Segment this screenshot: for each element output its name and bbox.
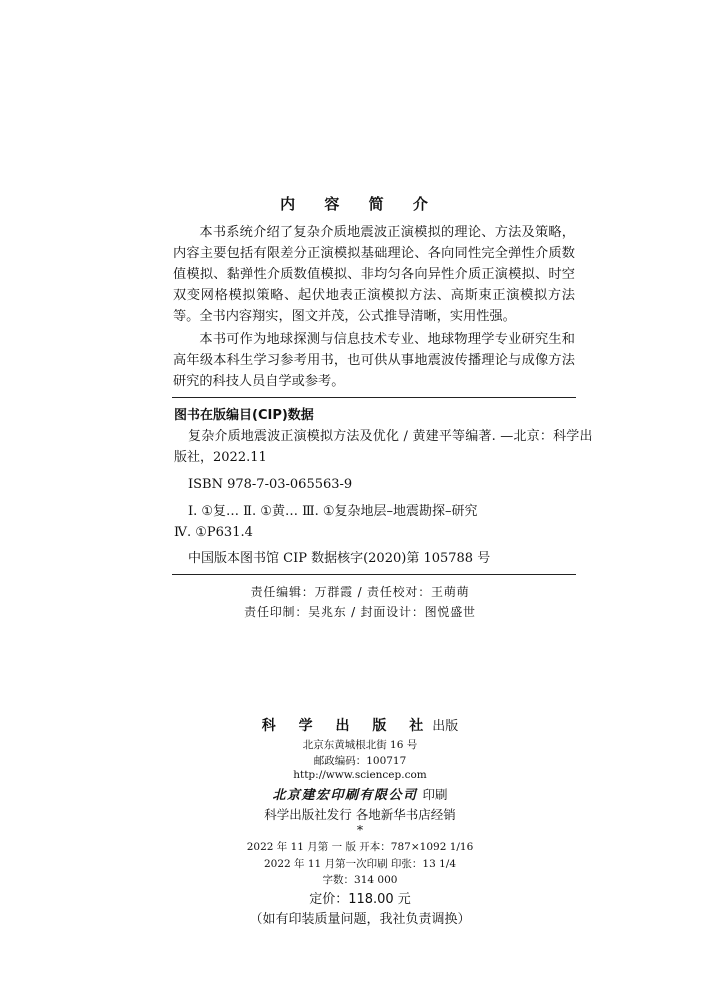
summary-paragraph-1: 本书系统介绍了复杂介质地震波正演模拟的理论、方法及策略，内容主要包括有限差分正演模拟基础理论、各向同性完全弹性介质数值模拟、黏弹性介质数值模拟、非均匀各向异性介质正演模拟、时空双变网格模拟策略、起伏地表正演模拟方法、高斯束正演模拟方法等。全书内容翔实，图文并茂，公式推导清晰，实用性强。 bbox=[173, 225, 575, 324]
cip-isbn: ISBN 978-7-03-065563-9 bbox=[188, 477, 353, 492]
printer-suffix: 印刷 bbox=[422, 787, 448, 802]
printing-line: 2022 年 11 月第一次印刷 印张：13 1/4 bbox=[263, 858, 457, 870]
distribution-line: 科学出版社发行 各地新华书店经销 bbox=[264, 807, 456, 822]
publisher-address: 北京东黄城根北街 16 号 bbox=[302, 739, 418, 751]
quality-notice: （如有印装质量问题，我社负责调换） bbox=[249, 912, 471, 927]
cip-subjects-line-2: Ⅳ. ①P631.4 bbox=[174, 525, 253, 540]
publisher-name: 科 学 出 版 社 bbox=[261, 718, 433, 734]
printer-line bbox=[0, 784, 720, 803]
cip-subjects-line-1: Ⅰ. ①复… Ⅱ. ①黄… Ⅲ. ①复杂地层–地震勘探–研究 bbox=[188, 504, 478, 519]
cip-record-number: 中国版本图书馆 CIP 数据核字(2020)第 105788 号 bbox=[188, 551, 491, 566]
word-count: 字数：314 000 bbox=[322, 874, 398, 886]
edition-line: 2022 年 11 月第 一 版 开本：787×1092 1/16 bbox=[246, 841, 474, 853]
publisher-line bbox=[0, 715, 720, 735]
printer-name: 北京建宏印刷有限公司 bbox=[272, 788, 418, 803]
cip-top-rule bbox=[172, 397, 576, 398]
publisher-postcode: 邮政编码：100717 bbox=[313, 755, 407, 767]
price: 定价：118.00 元 bbox=[309, 892, 411, 907]
separator-star: * bbox=[356, 822, 364, 837]
publisher-suffix: 出版 bbox=[432, 719, 459, 734]
publisher-url: http://www.sciencep.com bbox=[293, 769, 427, 781]
editor-credits-line-1: 责任编辑：万群霞 / 责任校对：王萌萌 bbox=[250, 585, 470, 599]
summary-body bbox=[173, 222, 575, 394]
summary-title: 内 容 简 介 bbox=[280, 195, 440, 213]
summary-paragraph-2: 本书可作为地球探测与信息技术专业、地球物理学专业研究生和高年级本科生学习参考用书，也可供从事地震波传播理论与成像方法研究的科技人员自学或参考。 bbox=[173, 332, 575, 389]
cip-entry-line-1: 复杂介质地震波正演模拟方法及优化 / 黄建平等编著. —北京：科学出 bbox=[188, 429, 593, 444]
cip-bottom-rule bbox=[172, 574, 576, 575]
editor-credits-line-2: 责任印制：吴兆东 / 封面设计：图悦盛世 bbox=[244, 605, 476, 619]
cip-entry-line-2: 版社，2022.11 bbox=[174, 450, 267, 465]
cip-heading: 图书在版编目(CIP)数据 bbox=[174, 408, 314, 423]
